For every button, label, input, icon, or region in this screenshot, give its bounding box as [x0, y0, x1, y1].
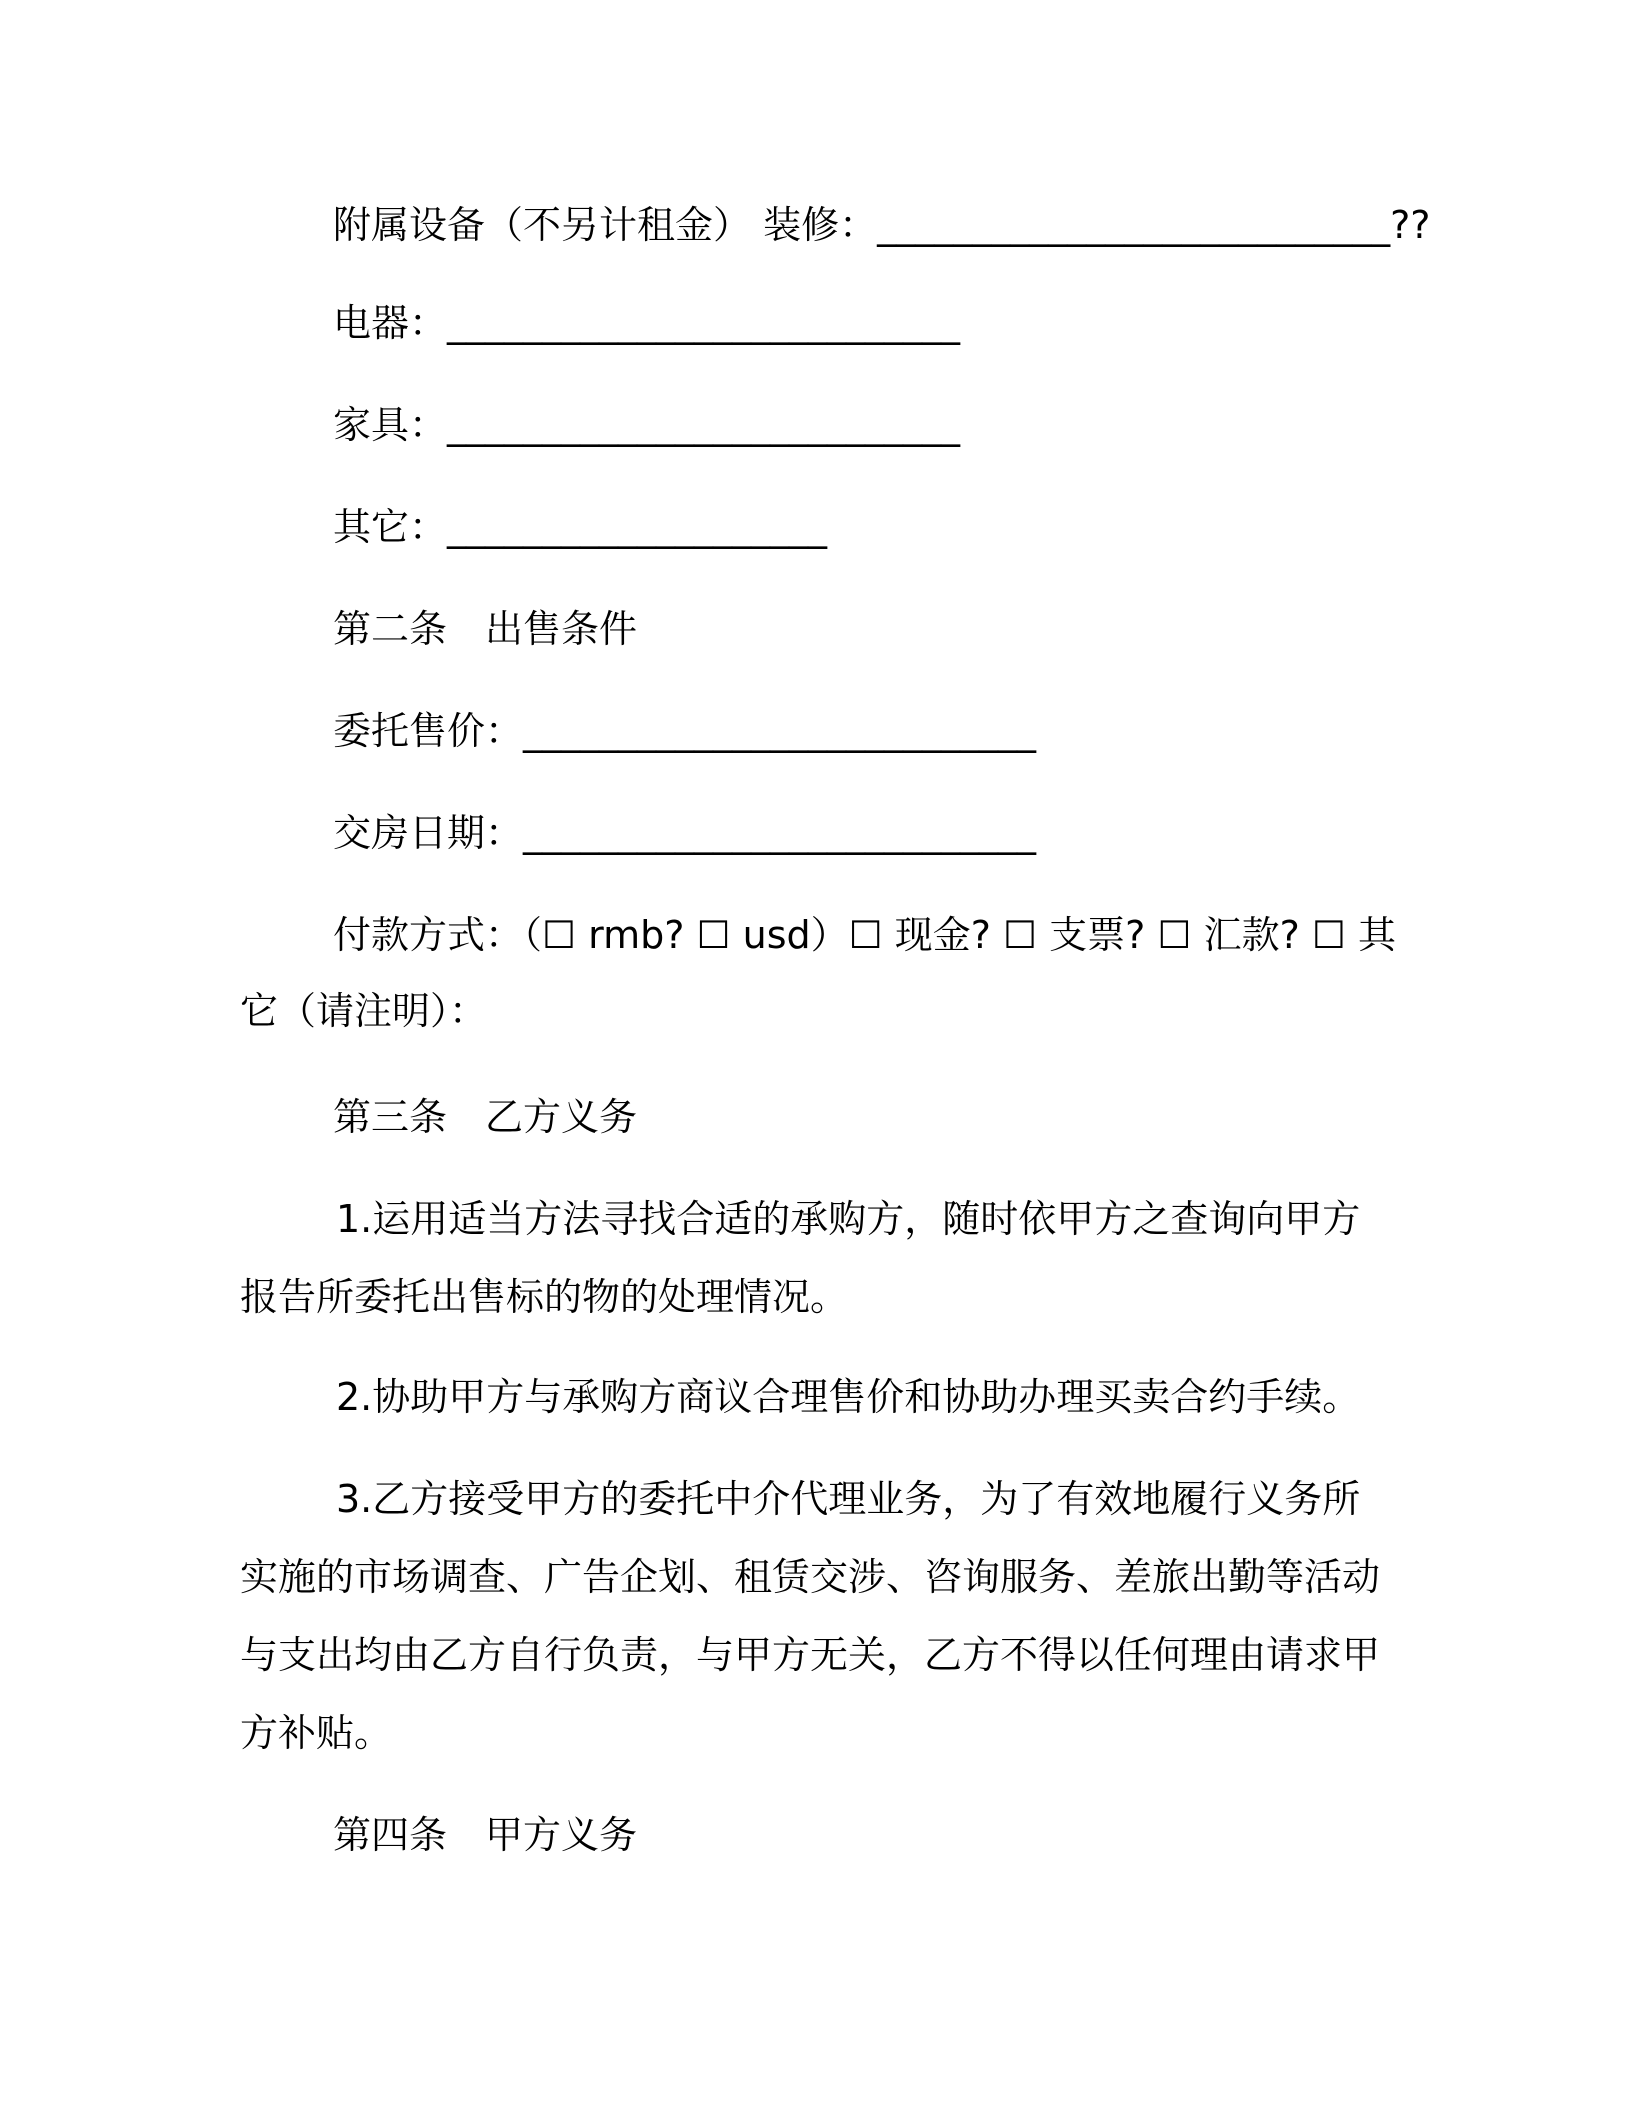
obligation-item-2: 2.协助甲方与承购方商议合理售价和协助办理买卖合约手续。	[336, 1375, 1361, 1419]
handover-date-line: 交房日期：___________________________	[333, 811, 1037, 855]
article2-heading: 第二条 出售条件	[333, 607, 638, 651]
obligation-item-3: 3.乙方接受甲方的委托中介代理业务，为了有效地履行义务所实施的市场调查、广告企划、租赁交涉、咨询服务、差旅出勤等活动与支出均由乙方自行负责，与甲方无关，乙方不得以任何理由请求甲方补贴。	[240, 1477, 1381, 1755]
furniture-line: 家具：___________________________	[333, 403, 961, 447]
obligation-item-1: 1.运用适当方法寻找合适的承购方，随时依甲方之查询向甲方报告所委托出售标的物的处理情况。	[240, 1197, 1361, 1319]
appliances-line: 电器：___________________________	[333, 301, 961, 345]
article4-heading: 第四条 甲方义务	[333, 1813, 638, 1857]
sale-price-line: 委托售价：___________________________	[333, 709, 1037, 753]
others-line: 其它：____________________	[333, 505, 828, 549]
equipment-decoration-line: 附属设备（不另计租金） 装修：___________________________??	[333, 203, 1431, 247]
payment-method-line-1: 付款方式：（☐ rmb? ☐ usd）☐ 现金? ☐ 支票? ☐ 汇款? ☐ 其	[333, 913, 1396, 957]
payment-method-line-2: 它（请注明）：	[240, 989, 488, 1033]
article3-heading: 第三条 乙方义务	[333, 1095, 638, 1139]
